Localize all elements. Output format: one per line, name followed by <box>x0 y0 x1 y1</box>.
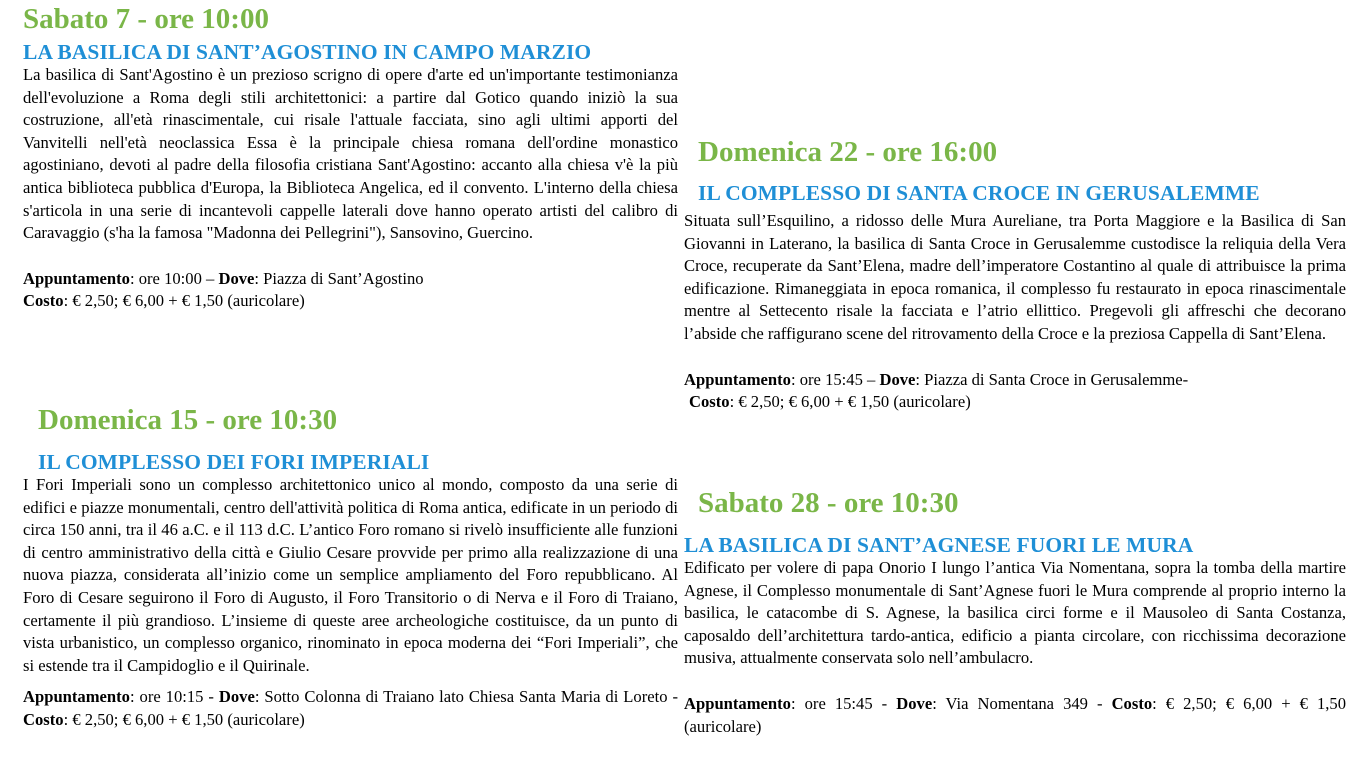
event-details <box>23 268 678 313</box>
event-title: IL COMPLESSO DI SANTA CROCE IN GERUSALEMME <box>698 181 1260 205</box>
cost-label: Costo <box>689 392 730 412</box>
appointment-label: Appuntamento <box>23 687 130 707</box>
cost-label: Costo <box>1111 693 1153 713</box>
event-details <box>684 369 1346 414</box>
cost-label: Costo <box>23 709 64 729</box>
where-label: Dove <box>879 369 916 389</box>
event-date: Sabato 28 - ore 10:30 <box>698 487 959 519</box>
cost-value: : € 2,50; € 6,00 + € 1,50 (auricolare) <box>63 709 305 729</box>
event-details <box>23 686 678 731</box>
event-date: Domenica 22 - ore 16:00 <box>698 136 998 168</box>
where-label: Dove <box>218 268 255 288</box>
where-label: Dove <box>896 693 933 713</box>
where-label: Dove <box>218 687 255 707</box>
cost-label: Costo <box>23 291 64 311</box>
event-description: I Fori Imperiali sono un complesso architettonico unico al mondo, composto da una serie di edifici e piazze monumentali, centro dell'attività politica di Roma antica, edificate in un periodo di circa 150 anni, tra il 46 a.C. e il 113 d.C. L’antico Foro romano si rivelò insufficiente alle funzioni di centro amministrativo della città e Giulio Cesare provvide per primo alla realizzazione di una nuova piazza, considerata all’inizio come un semplice ampliamento del Foro repubblicano. Al Foro di Cesare seguirono il Foro di Augusto, il Foro Transitorio o di Nerva e il Foro di Traiano, certamente il più grandioso. L’insieme di queste aree archeologiche costituisce, da un punto di vista urbanistico, un complesso organico, rinominato in epoca moderna dei “Fori Imperiali”, che si estende tra il Campidoglio e il Quirinale. <box>23 475 678 675</box>
event-description: Edificato per volere di papa Onorio I lungo l’antica Via Nomentana, sopra la tomba della martire Agnese, il Complesso monumentale di Sant’Agnese fuori le Mura comprende al proprio interno la basilica, le catacombe di S. Agnese, la basilica circi forme e il Mausoleo di Santa Costanza, caposaldo dell’architettura tardo-antica, edificio a pianta circolare, con ricchissima decorazione musiva, attualmente conservata solo nell’ambulacro. <box>684 558 1346 668</box>
appointment-label: Appuntamento <box>684 693 791 713</box>
event-sant-agnese <box>684 487 1346 738</box>
event-title: LA BASILICA DI SANT’AGOSTINO IN CAMPO MARZIO <box>23 40 592 64</box>
event-title: LA BASILICA DI SANT’AGNESE FUORI LE MURA <box>684 533 1194 557</box>
cost-value: : € 2,50; € 6,00 + € 1,50 (auricolare) <box>729 392 971 412</box>
where-value: : Via Nomentana 349 - <box>932 693 1112 713</box>
event-description: Situata sull’Esquilino, a ridosso delle Mura Aureliane, tra Porta Maggiore e la Basilica di San Giovanni in Laterano, la basilica di Santa Croce in Gerusalemme custodisce la reliquia della Vera Croce, recuperate da Sant’Elena, madre dell’imperatore Costantino al quale di attribuisce la prima edificazione. Rimaneggiata in epoca romanica, il complesso fu restaurato in epoca rinascimentale mentre al Settecento risale la facciata e l’atrio ellittico. Pregevoli gli affreschi che decorano l’abside che raffigurano scene del ritrovamento della Croce e la preziosa Cappella di Sant’Elena. <box>684 211 1346 343</box>
appointment-label: Appuntamento <box>23 268 130 288</box>
event-fori-imperiali <box>23 404 678 732</box>
event-details <box>684 693 1346 738</box>
appointment-label: Appuntamento <box>684 369 791 389</box>
event-sant-agostino <box>23 3 678 313</box>
appointment-value: : ore 10:00 – <box>129 268 219 288</box>
cost-value: : € 2,50; € 6,00 + € 1,50 (auricolare) <box>63 291 305 311</box>
event-date: Sabato 7 - ore 10:00 <box>23 3 269 35</box>
event-title: IL COMPLESSO DEI FORI IMPERIALI <box>38 450 430 474</box>
where-value: : Piazza di Sant’Agostino <box>254 268 424 288</box>
appointment-value: : ore 15:45 – <box>790 369 880 389</box>
event-description: La basilica di Sant'Agostino è un prezioso scrigno di opere d'arte ed un'importante testimonianza dell'evoluzione a Roma degli stili architettonici: a partire dal Gotico quando iniziò la sua costruzione, all'età rinascimentale, cui risale l'attuale facciata, sino agli ultimi apporti del Vanvitelli nell'età neoclassica Essa è la principale chiesa romana dell'ordine monastico agostiniano, devoti al padre della filosofia cristiana Sant'Agostino: accanto alla chiesa v'è la più antica biblioteca pubblica d'Europa, la Biblioteca Angelica, ed il convento. L'interno della chiesa s'articola in una serie di incantevoli cappelle laterali dove hanno operato artisti del calibro di Caravaggio (s'ha la famosa "Madonna dei Pellegrini"), Sansovino, Guercino. <box>23 65 678 243</box>
event-date: Domenica 15 - ore 10:30 <box>38 404 338 436</box>
cost-value: : € 2,50; € 6,00 + € 1,50 (auricolare) <box>684 693 1346 736</box>
where-value: : Piazza di Santa Croce in Gerusalemme- <box>915 369 1189 389</box>
where-value: : Sotto Colonna di Traiano lato Chiesa Santa Maria di Loreto - <box>254 687 678 707</box>
appointment-value: : ore 10:15 - <box>129 687 219 707</box>
appointment-value: : ore 15:45 - <box>790 693 897 713</box>
event-santa-croce <box>684 136 1346 414</box>
